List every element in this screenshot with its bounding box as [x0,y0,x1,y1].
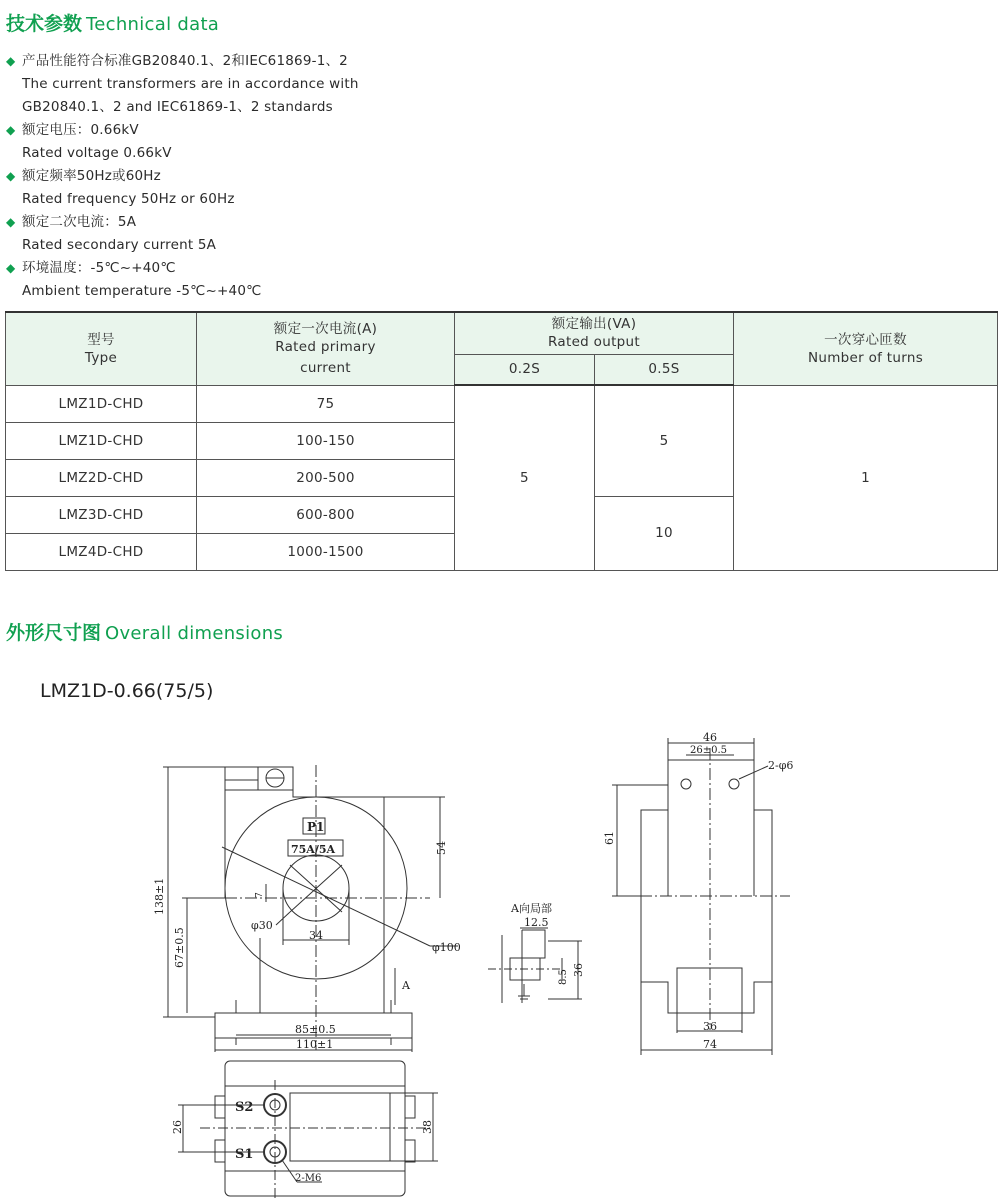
dim-phi100: φ100 [432,941,461,954]
front-body-outline [225,767,384,1013]
cell-current: 1000-1500 [197,533,455,570]
spec-cn: 产品性能符合标准GB20840.1、2和IEC61869-1、2 [22,53,348,69]
nameplate-p1-text: P1 [307,820,325,834]
spec-en: Ambient temperature -5℃~+40℃ [22,283,262,299]
header-turns-en: Number of turns [807,349,924,366]
spec-cn: 额定频率50Hz或60Hz [22,168,161,184]
cell-current: 100-150 [197,422,455,459]
dim-7: 7 [255,892,265,898]
mount-hole-icon [729,779,739,789]
dim-85: 85±0.5 [295,1023,336,1036]
cell-type: LMZ1D-CHD [6,385,197,422]
diamond-bullet-icon: ◆ [6,123,16,137]
diamond-bullet-icon: ◆ [6,54,16,68]
header-current-en: Rated primary [275,339,376,356]
diamond-bullet-icon: ◆ [6,215,16,229]
dim-2-phi6: 2-φ6 [768,759,794,772]
dim-67: 67±0.5 [173,927,186,968]
header-turns-cn: 一次穿心匝数 [824,331,907,348]
technical-data-heading-cn: 技术参数 [6,13,83,35]
header-output-en: Rated output [548,334,640,351]
terminal-view [171,1061,438,1198]
cell-type: LMZ2D-CHD [6,459,197,496]
spec-cn: 环境温度：-5℃~+40℃ [22,260,176,276]
dim-12-5: 12.5 [524,916,549,929]
spec-en: GB20840.1、2 and IEC61869-1、2 standards [22,99,333,115]
detail-outline [522,930,545,1003]
dim-61: 61 [603,831,616,845]
label-a: A [402,979,410,992]
dim-2-m6: 2-M6 [295,1173,322,1184]
header-class-02s: 0.2S [455,354,595,385]
spec-en: Rated secondary current 5A [22,237,217,253]
dim-36-side: 36 [703,1020,717,1033]
cell-output-05s: 10 [595,496,734,570]
terminal-tab [405,1140,415,1162]
dim-138: 138±1 [153,877,166,915]
dim-34: 34 [309,929,323,942]
detail-a-view [488,901,585,1003]
terminal-tab [215,1096,225,1118]
cell-type: LMZ3D-CHD [6,496,197,533]
cell-turns: 1 [734,385,998,570]
spec-cn: 额定二次电流：5A [22,214,137,230]
header-current-en: current [300,360,351,377]
dim-26: 26 [171,1120,184,1134]
diamond-bullet-icon: ◆ [6,261,16,275]
cell-current: 200-500 [197,459,455,496]
header-type-en: Type [84,349,118,366]
overall-dimensions-heading-en: Overall dimensions [105,623,284,644]
cell-type: LMZ1D-CHD [6,422,197,459]
cell-current: 600-800 [197,496,455,533]
nameplate-ratio-text: 75A/5A [291,843,336,856]
cell-type: LMZ4D-CHD [6,533,197,570]
cell-current: 75 [197,385,455,422]
dim-46: 46 [703,731,717,744]
terminal-s1-label: S1 [235,1147,254,1162]
side-view [603,731,793,1055]
dim-38: 38 [421,1120,434,1134]
dim-36-detail: 36 [572,963,585,977]
header-current-cn: 额定一次电流(A) [273,321,378,338]
terminal-tab [215,1140,225,1162]
spec-en: Rated voltage 0.66kV [22,145,172,161]
overall-dimensions-heading-cn: 外形尺寸图 [6,622,102,644]
dim-26-05: 26±0.5 [690,745,728,756]
terminal-tab [405,1096,415,1118]
dim-phi30: φ30 [251,919,273,932]
terminal-s2-label: S2 [235,1100,254,1115]
diamond-bullet-icon: ◆ [6,169,16,183]
spec-en: Rated frequency 50Hz or 60Hz [22,191,235,207]
detail-title: A向局部 [511,902,552,915]
cell-output-05s: 5 [595,385,734,496]
front-view [153,765,461,1052]
spec-cn: 额定电压：0.66kV [22,122,139,138]
spec-en: The current transformers are in accordance with [22,76,359,92]
header-output-cn: 额定输出(VA) [551,316,637,333]
header-type-cn: 型号 [87,331,115,348]
dim-54: 54 [435,841,448,855]
cell-output-02s: 5 [455,385,595,570]
technical-data-heading-en: Technical data [86,14,220,35]
dim-74: 74 [703,1038,717,1051]
dim-8-5: 8.5 [558,969,569,985]
terminal-cover [290,1093,390,1161]
header-class-05s: 0.5S [595,354,734,385]
model-title: LMZ1D-0.66(75/5) [40,680,214,702]
side-outline [641,760,772,1013]
mount-hole-icon [681,779,691,789]
dim-110: 110±1 [296,1038,334,1051]
